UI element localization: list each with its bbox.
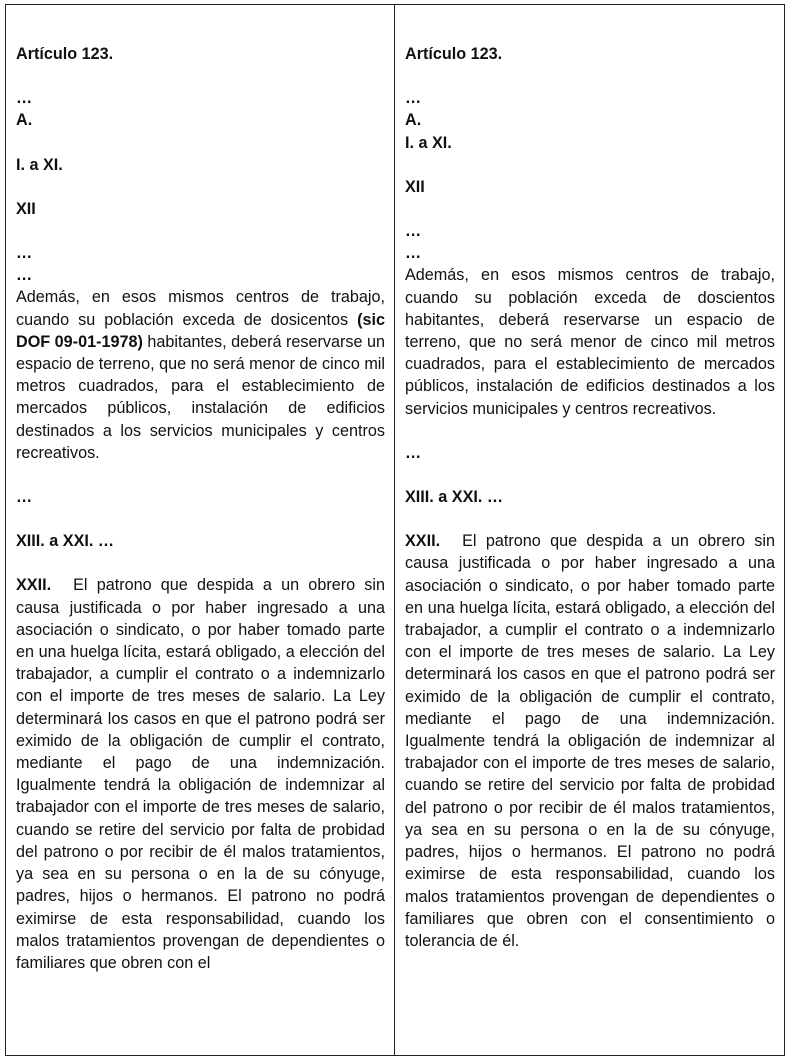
paragraph-text: El patrono que despida a un obrero sin causa justificada o por haber ingresado a una asociación o sindicato, o por haber tomado parte en una huelga lícita, estará obligado, a elección del trabajador, a cumplir el contrato o a indemnizarlo con el importe de tres meses de salario. La Ley determinará los casos en que el patrono podrá ser eximido de la obligación de cumplir el contrato, mediante el pago de una indemnización. Igualmente tendrá la obligación de indemnizar al trabajador con el importe de tres meses de salario, cuando se retire del servicio por falta de probidad del patrono o por recibir de él malos tratamientos, ya sea en su persona o en la de su cónyuge, padres, hijos o hermanos. El patrono no podrá eximirse de esta responsabilidad, cuando los malos tratamientos provengan de dependientes o familiares que obren con el consentimiento o tolerancia de él.	[405, 532, 775, 950]
left-column	[6, 5, 395, 1055]
fraction-xii-label: XII	[405, 177, 425, 196]
section-a-label: A.	[405, 111, 422, 130]
comparison-table	[5, 4, 785, 1056]
fraction-xxii-label: XXII.	[405, 532, 441, 551]
paragraph-text: Además, en esos mismos centros de trabajo, cuando su población exceda de dosicentos	[16, 288, 385, 329]
paragraph-xxii	[16, 574, 385, 974]
fractions-i-xi: I. a XI.	[16, 155, 63, 174]
paragraph-mercados	[16, 286, 385, 464]
paragraph-text: El patrono que despida a un obrero sin causa justificada o por haber ingresado a una asociación o sindicato, o por haber tomado parte en una huelga lícita, estará obligado, a elección del trabajador, a cumplir el contrato o a indemnizarlo con el importe de tres meses de salario. La Ley determinará los casos en que el patrono podrá ser eximido de la obligación de cumplir el contrato, mediante el pago de una indemnización. Igualmente tendrá la obligación de indemnizar al trabajador con el importe de tres meses de salario, cuando se retire del servicio por falta de probidad del patrono o por recibir de él malos tratamientos, ya sea en su persona o en la de su cónyuge, padres, hijos o hermanos. El patrono no podrá eximirse de esta responsabilidad, cuando los malos tratamientos provengan de dependientes o familiares que obren con el	[16, 576, 385, 972]
ellipsis: …	[16, 488, 33, 507]
fractions-i-xi: I. a XI.	[405, 133, 452, 152]
fraction-xxii-label: XXII.	[16, 576, 52, 595]
ellipsis: …	[405, 443, 422, 462]
ellipsis: …	[405, 244, 422, 263]
ellipsis: …	[405, 89, 422, 108]
ellipsis: …	[16, 266, 33, 285]
paragraph-mercados: Además, en esos mismos centros de trabajo, cuando su población exceda de doscientos habitantes, deberá reservarse un espacio de terreno, que no será menor de cinco mil metros cuadrados, para el establecimiento de mercados públicos, instalación de edificios destinados a los servicios municipales y centros recreativos.	[405, 266, 775, 418]
paragraph-text: habitantes, deberá reservarse un espacio de terreno, que no será menor de cinco mil metros cuadrados, para el establecimiento de mercados públicos, instalación de edificios destinados a los servicios municipales y centros recreativos.	[16, 332, 385, 462]
fraction-xii-label: XII	[16, 199, 36, 218]
article-heading: Artículo 123.	[16, 45, 114, 63]
fractions-xiii-xxi: XIII. a XXI. …	[16, 532, 115, 551]
ellipsis: …	[16, 244, 33, 263]
ellipsis: …	[16, 89, 33, 108]
paragraph-xxii	[405, 530, 775, 952]
section-a-label: A.	[16, 111, 33, 130]
sic-note: (sic DOF 09-01-1978)	[16, 310, 385, 351]
fractions-xiii-xxi: XIII. a XXI. …	[405, 488, 504, 507]
article-heading: Artículo 123.	[405, 45, 503, 63]
right-column	[395, 5, 784, 1055]
ellipsis: …	[405, 222, 422, 241]
